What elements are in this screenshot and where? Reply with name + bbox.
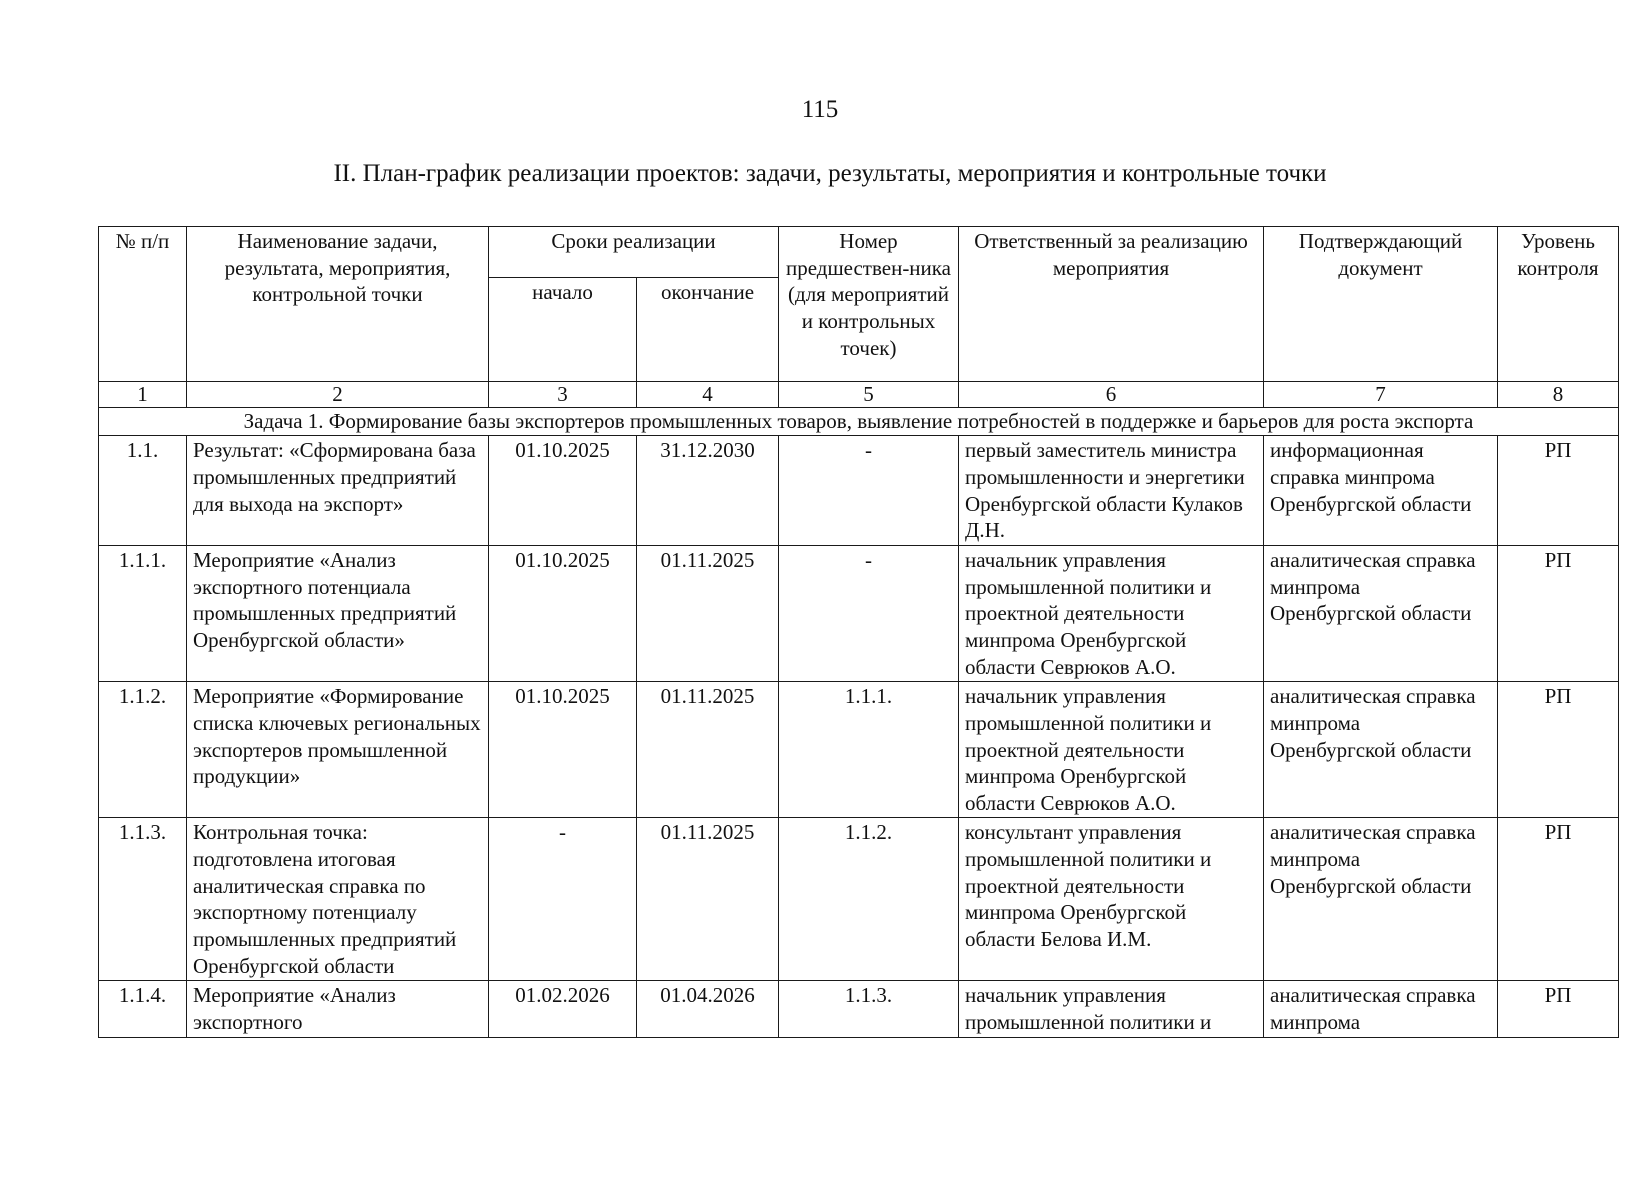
row-name: Мероприятие «Анализ экспортного потенциала промышленных предприятий Оренбургской области» [187, 545, 489, 681]
row-document: аналитическая справка минпрома Оренбургской области [1264, 545, 1498, 681]
column-number: 2 [187, 382, 489, 408]
header-predecessor: Номер предшествен-ника (для мероприятий и контрольных точек) [779, 227, 959, 382]
row-document: аналитическая справка минпрома [1264, 981, 1498, 1038]
header-document: Подтверждающий документ [1264, 227, 1498, 382]
row-start: - [489, 818, 637, 981]
row-document: информационная справка минпрома Оренбургской области [1264, 436, 1498, 546]
header-responsible: Ответственный за реализацию мероприятия [959, 227, 1264, 382]
row-num: 1.1.3. [99, 818, 187, 981]
row-responsible: начальник управления промышленной политики и проектной деятельности минпрома Оренбургской области Севрюков А.О. [959, 545, 1264, 681]
row-predecessor: - [779, 436, 959, 546]
column-number: 8 [1498, 382, 1619, 408]
header-terms: Сроки реализации [489, 227, 779, 278]
row-end: 31.12.2030 [637, 436, 779, 546]
row-responsible: начальник управления промышленной политики и проектной деятельности минпрома Оренбургской области Севрюков А.О. [959, 682, 1264, 818]
column-number: 7 [1264, 382, 1498, 408]
column-number-row [99, 382, 1619, 408]
row-predecessor: - [779, 545, 959, 681]
row-responsible: первый заместитель министра промышленности и энергетики Оренбургской области Кулаков Д.Н. [959, 436, 1264, 546]
row-end: 01.11.2025 [637, 682, 779, 818]
row-start: 01.10.2025 [489, 682, 637, 818]
row-num: 1.1.4. [99, 981, 187, 1038]
table-row [99, 818, 1619, 981]
column-number: 5 [779, 382, 959, 408]
row-name: Контрольная точка: подготовлена итоговая аналитическая справка по экспортному потенциалу промышленных предприятий Оренбургской области [187, 818, 489, 981]
header-name: Наименование задачи, результата, мероприятия, контрольной точки [187, 227, 489, 382]
row-document: аналитическая справка минпрома Оренбургской области [1264, 682, 1498, 818]
column-number: 1 [99, 382, 187, 408]
header-start: начало [489, 278, 637, 382]
row-responsible: консультант управления промышленной политики и проектной деятельности минпрома Оренбургской области Белова И.М. [959, 818, 1264, 981]
task-title: Задача 1. Формирование базы экспортеров промышленных товаров, выявление потребностей в поддержке и барьеров для роста экспорта [99, 408, 1619, 436]
row-name: Результат: «Сформирована база промышленных предприятий для выхода на экспорт» [187, 436, 489, 546]
task-row [99, 408, 1619, 436]
row-control: РП [1498, 545, 1619, 681]
row-num: 1.1. [99, 436, 187, 546]
row-control: РП [1498, 818, 1619, 981]
row-predecessor: 1.1.1. [779, 682, 959, 818]
row-name: Мероприятие «Формирование списка ключевых региональных экспортеров промышленной продукции» [187, 682, 489, 818]
row-control: РП [1498, 436, 1619, 546]
row-control: РП [1498, 682, 1619, 818]
column-number: 4 [637, 382, 779, 408]
row-predecessor: 1.1.3. [779, 981, 959, 1038]
column-number: 3 [489, 382, 637, 408]
table-row [99, 436, 1619, 546]
section-title: II. План-график реализации проектов: задачи, результаты, мероприятия и контрольные точки [333, 160, 1327, 187]
plan-schedule-table [98, 226, 1619, 1038]
table-row [99, 545, 1619, 681]
row-start: 01.10.2025 [489, 436, 637, 546]
row-num: 1.1.2. [99, 682, 187, 818]
row-responsible: начальник управления промышленной политики и [959, 981, 1264, 1038]
table-row [99, 981, 1619, 1038]
row-num: 1.1.1. [99, 545, 187, 681]
row-start: 01.10.2025 [489, 545, 637, 681]
row-end: 01.04.2026 [637, 981, 779, 1038]
row-end: 01.11.2025 [637, 818, 779, 981]
table-row [99, 682, 1619, 818]
row-name: Мероприятие «Анализ экспортного [187, 981, 489, 1038]
row-control: РП [1498, 981, 1619, 1038]
page-number: 115 [801, 96, 839, 123]
row-end: 01.11.2025 [637, 545, 779, 681]
header-row-1 [99, 227, 1619, 278]
row-start: 01.02.2026 [489, 981, 637, 1038]
header-control: Уровень контроля [1498, 227, 1619, 382]
column-number: 6 [959, 382, 1264, 408]
header-num: № п/п [99, 227, 187, 382]
row-document: аналитическая справка минпрома Оренбургской области [1264, 818, 1498, 981]
row-predecessor: 1.1.2. [779, 818, 959, 981]
header-end: окончание [637, 278, 779, 382]
